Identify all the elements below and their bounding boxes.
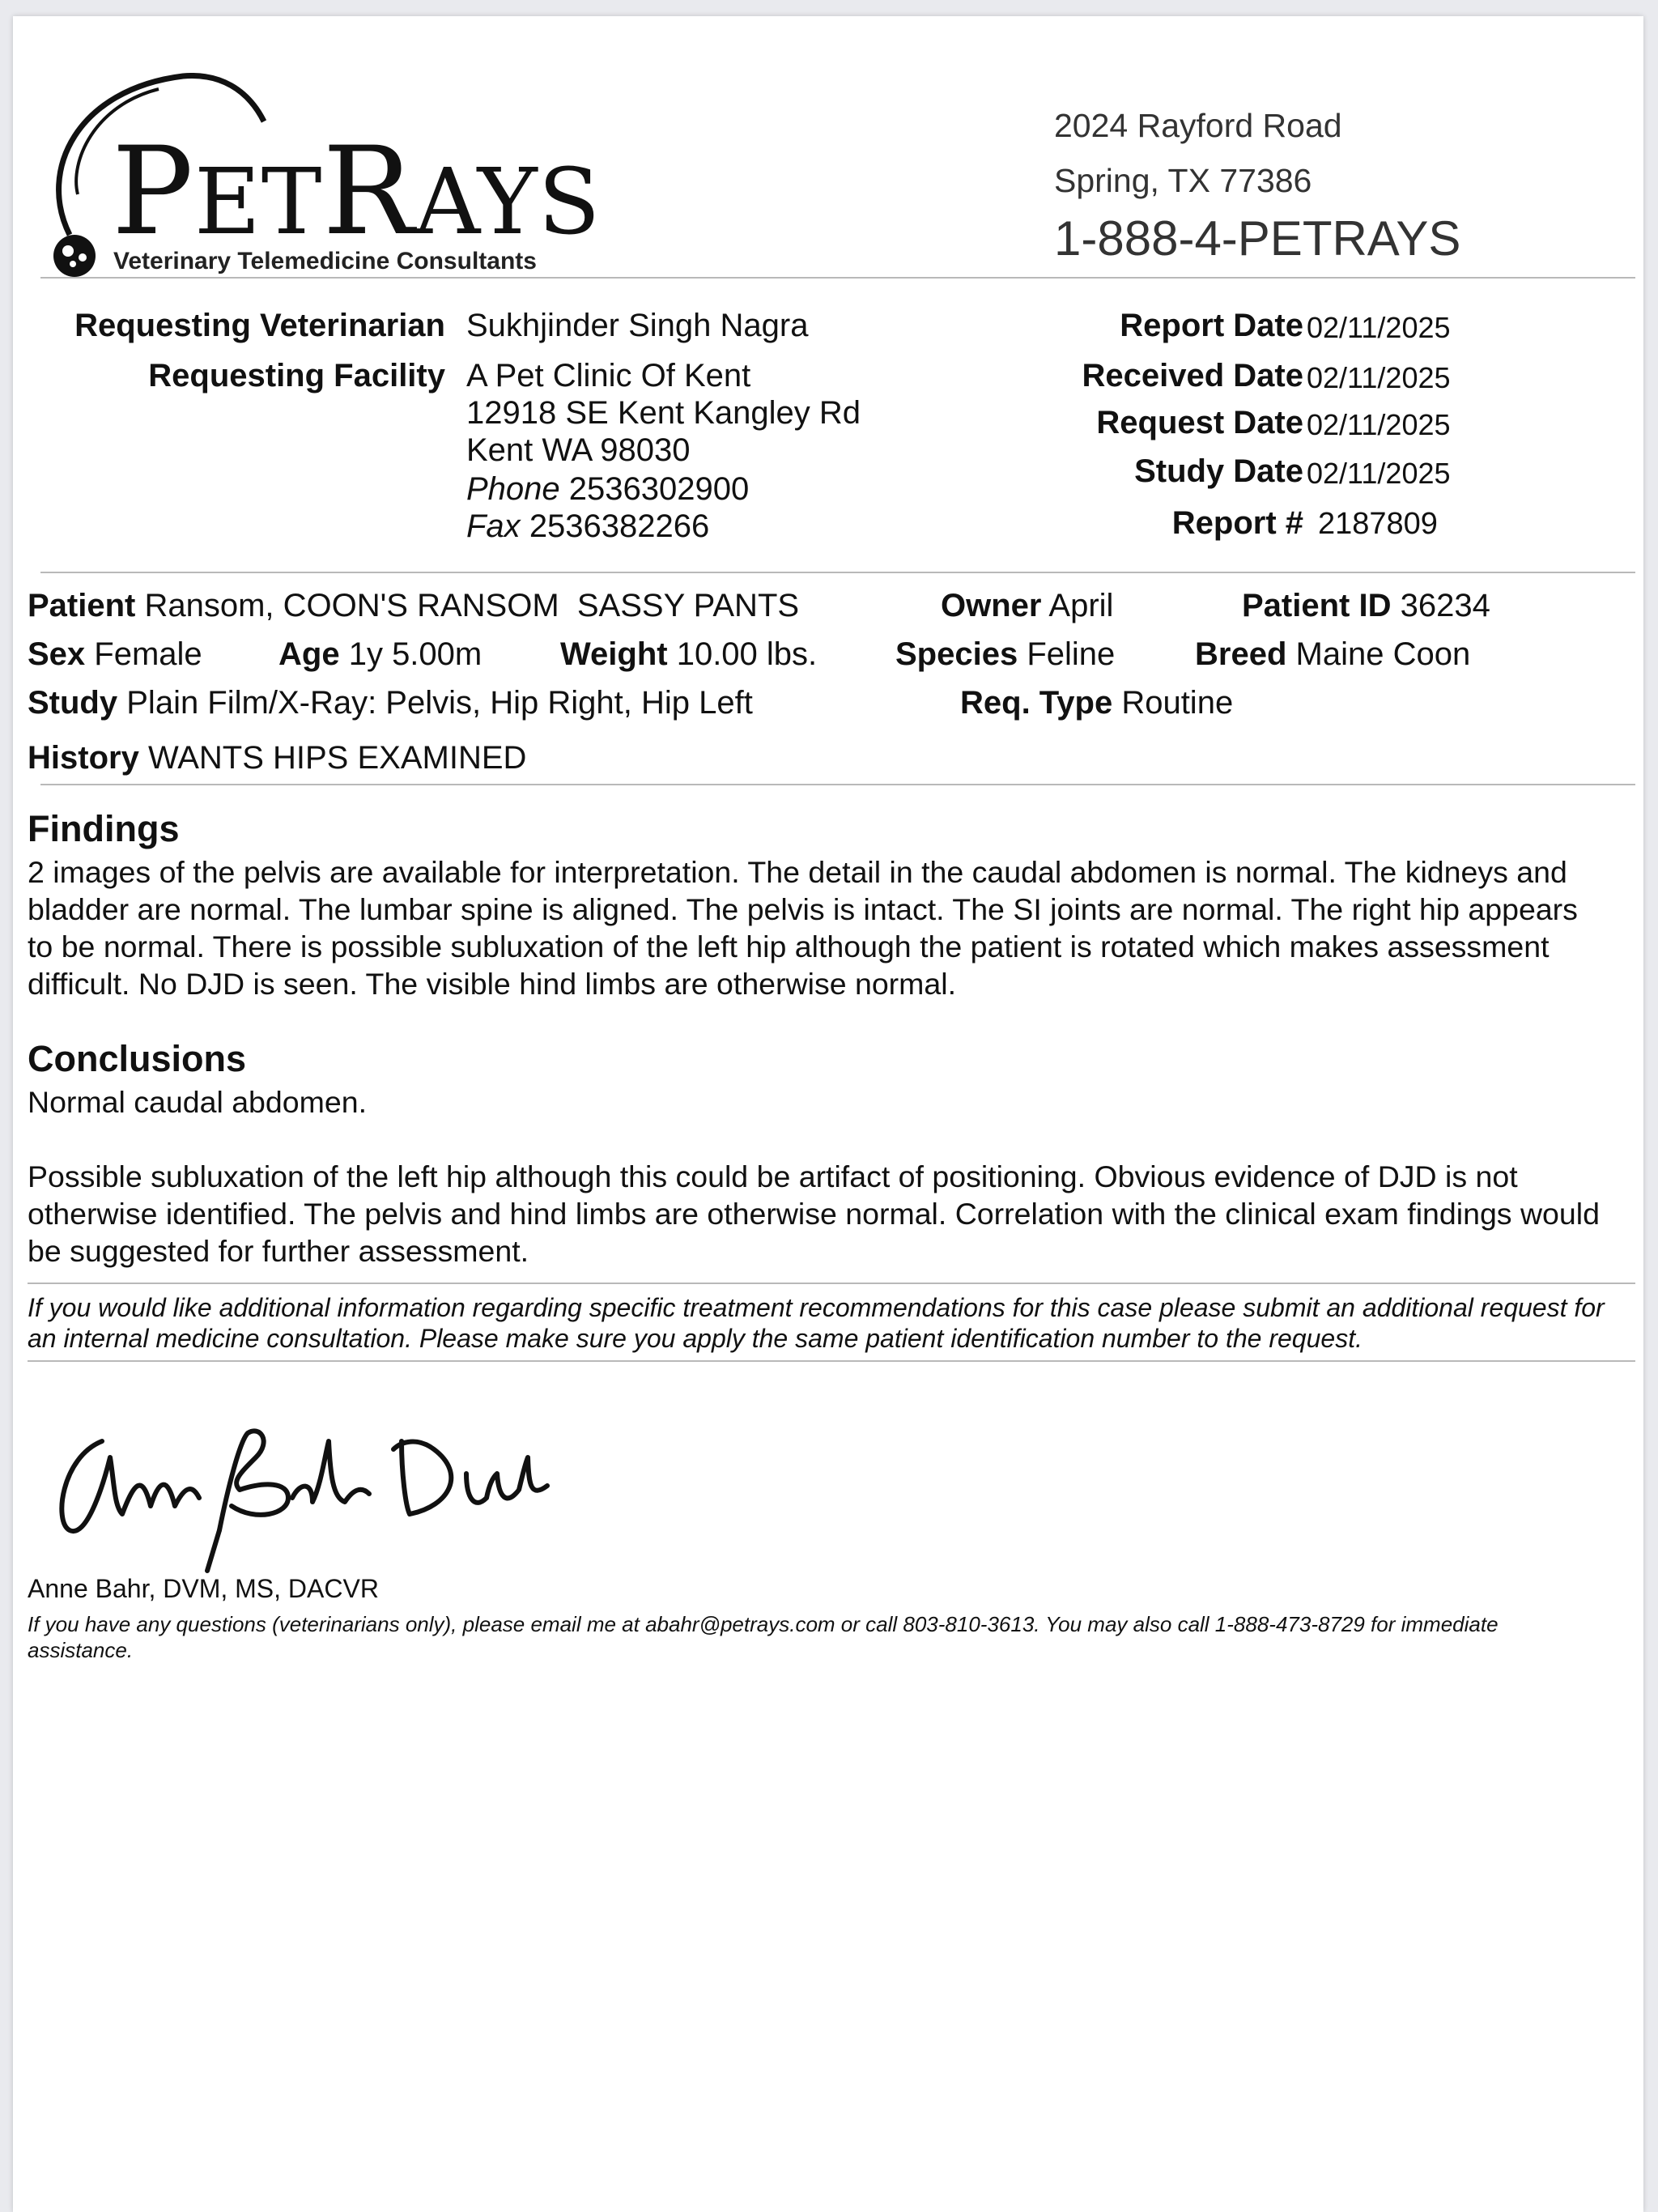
- sex-label: Sex: [28, 636, 86, 672]
- report-date-value: 02/11/2025: [1307, 311, 1451, 344]
- facility-name: A Pet Clinic Of Kent: [466, 358, 751, 393]
- logo-letter-r: R: [322, 121, 415, 262]
- breed-label: Breed: [1195, 636, 1287, 672]
- clinic-city: Spring, TX 77386: [1054, 162, 1312, 199]
- owner-value: April: [1048, 588, 1114, 623]
- req-type-field: [960, 685, 1233, 721]
- patient-value: Ransom, COON'S RANSOM SASSY PANTS: [144, 588, 800, 623]
- received-date-value: 02/11/2025: [1307, 361, 1451, 394]
- age-value: 1y 5.00m: [348, 636, 483, 672]
- facility-phone-label: Phone: [466, 471, 560, 507]
- conclusions-line1: Normal caudal abdomen.: [28, 1085, 367, 1119]
- history-field: [28, 740, 526, 776]
- facility-fax-label: Fax: [466, 508, 521, 544]
- study-field: [28, 685, 753, 721]
- sex-value: Female: [94, 636, 202, 672]
- report-number-label: Report #: [1171, 505, 1303, 541]
- findings-heading: Findings: [28, 808, 180, 849]
- logo-letter-p: P: [112, 121, 194, 262]
- signer-name: Anne Bahr, DVM, MS, DACVR: [28, 1574, 379, 1603]
- logo-tagline: Veterinary Telemedicine Consultants: [113, 248, 537, 274]
- clinic-street: 2024 Rayford Road: [1054, 107, 1342, 144]
- study-value: Plain Film/X-Ray: Pelvis, Hip Right, Hip Left: [126, 685, 753, 721]
- contact-note: If you have any questions (veterinarians only), please email me at abahr@petrays.com or call 803-810-3613. You may also call 1-888-473-8729 for immediate assistance.: [28, 1612, 1499, 1662]
- requesting-vet-label: Requesting Veterinarian: [74, 308, 445, 343]
- handwritten-signature: [45, 1409, 596, 1579]
- age-field: [278, 636, 482, 673]
- facility-phone: [466, 471, 749, 508]
- logo-letters-ays: AYS: [414, 150, 602, 255]
- patient-id-field: [1242, 588, 1490, 624]
- patient-divider: [40, 784, 1635, 785]
- species-value: Feline: [1027, 636, 1116, 672]
- breed-value: Maine Coon: [1295, 636, 1471, 672]
- conclusions-divider: [28, 1283, 1635, 1284]
- weight-value: 10.00 lbs.: [676, 636, 818, 672]
- logo-wordmark: [112, 121, 601, 262]
- study-label: Study: [28, 685, 118, 721]
- report-date-label: Report Date: [1120, 308, 1303, 343]
- disclaimer-text: If you would like additional information regarding specific treatment recommendations for this case please submit an additional request for an internal medicine consultation. Please make sure you apply the same patient identification number to the request.: [28, 1293, 1605, 1353]
- conclusions-para2: Possible subluxation of the left hip although this could be artifact of positioning. Obvious evidence of DJD is not otherwise identified. The pelvis and hind limbs are otherwise normal. Correlation with the clinical exam findings would be suggested for further assessment.: [28, 1159, 1600, 1268]
- patient-id-value: 36234: [1400, 588, 1490, 623]
- report-number-value: 2187809: [1318, 507, 1438, 541]
- weight-label: Weight: [560, 636, 668, 672]
- findings-text: 2 images of the pelvis are available for interpretation. The detail in the caudal abdomen is normal. The kidneys and bladder are normal. The lumbar spine is aligned. The pelvis is intact. The SI joints are normal. The right hip appears to be normal. There is possible subluxation of the left hip although the patient is rotated which makes assessment difficult. No DJD is seen. The visible hind limbs are otherwise normal.: [28, 855, 1578, 1001]
- facility-fax: [466, 508, 709, 545]
- conclusions-heading: Conclusions: [28, 1038, 247, 1079]
- clinic-phone: 1-888-4-PETRAYS: [1054, 211, 1461, 266]
- petrays-logo: [45, 73, 602, 285]
- study-date-label: Study Date: [1134, 453, 1303, 489]
- sex-field: [28, 636, 202, 673]
- species-field: [895, 636, 1115, 673]
- facility-city: Kent WA 98030: [466, 432, 691, 468]
- facility-fax-value: 2536382266: [529, 508, 710, 544]
- req-type-label: Req. Type: [960, 685, 1113, 721]
- breed-field: [1195, 636, 1470, 673]
- history-label: History: [28, 740, 139, 776]
- requesting-facility-label: Requesting Facility: [148, 358, 445, 393]
- request-date-label: Request Date: [1096, 405, 1303, 440]
- age-label: Age: [278, 636, 340, 672]
- disclaimer-divider: [28, 1360, 1635, 1362]
- req-type-value: Routine: [1121, 685, 1234, 721]
- history-value: WANTS HIPS EXAMINED: [147, 740, 527, 776]
- request-divider: [40, 572, 1635, 573]
- request-date-value: 02/11/2025: [1307, 408, 1451, 441]
- header-divider: [40, 277, 1635, 279]
- received-date-label: Received Date: [1082, 358, 1303, 393]
- logo-letters-et: ET: [193, 150, 323, 255]
- weight-field: [560, 636, 817, 673]
- owner-field: [941, 588, 1113, 624]
- facility-phone-value: 2536302900: [568, 471, 750, 507]
- requesting-vet-value: Sukhjinder Singh Nagra: [466, 308, 809, 343]
- patient-label: Patient: [28, 588, 136, 623]
- study-date-value: 02/11/2025: [1307, 457, 1451, 490]
- species-label: Species: [895, 636, 1018, 672]
- owner-label: Owner: [941, 588, 1042, 623]
- report-page: [13, 16, 1643, 2212]
- patient-id-label: Patient ID: [1242, 588, 1392, 623]
- patient-field: [28, 588, 799, 624]
- facility-street: 12918 SE Kent Kangley Rd: [466, 395, 861, 431]
